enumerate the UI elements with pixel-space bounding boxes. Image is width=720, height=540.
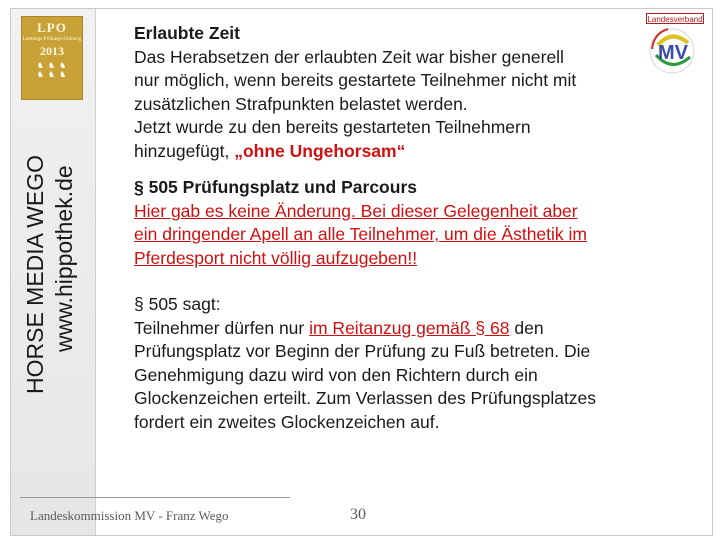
section3-line: Prüfungsplatz vor Beginn der Prüfung zu Fuß betreten. Die (134, 341, 591, 361)
brand-name: HORSE MEDIA WEGO (22, 155, 48, 394)
footer-text: Landeskommission MV - Franz Wego (30, 508, 229, 523)
section2-line: ein dringender Apell an alle Teilnehmer, um die Ästhetik im (134, 224, 587, 244)
section2-title: § 505 Prüfungsplatz und Parcours (134, 177, 417, 197)
section1-line: zusätzlichen Strafpunkten belastet werden. (134, 93, 468, 114)
section1-line (134, 140, 704, 164)
section3-line (134, 317, 704, 341)
brand-vertical (22, 104, 82, 394)
section3-highlight: im Reitanzug gemäß § 68 (309, 317, 510, 338)
section3-text: den (509, 317, 544, 338)
section1-title: Erlaubte Zeit (134, 23, 240, 43)
section2-line: Hier gab es keine Änderung. Bei dieser Gelegenheit aber (134, 200, 578, 221)
section1-line: nur möglich, wenn bereits gestartete Teilnehmer nicht mit (134, 70, 577, 90)
book-year: 2013 (40, 44, 64, 58)
footer-divider (20, 497, 290, 498)
slide-content (134, 22, 704, 434)
logo-label: Landesverband (647, 15, 703, 24)
section3 (134, 293, 704, 434)
brand-url: www.hippothek.de (51, 165, 77, 352)
section3-line: fordert ein zweites Glockenzeichen auf. (134, 411, 440, 432)
section1-highlight: „ohne Ungehorsam“ (234, 140, 406, 161)
lpo-book-cover (21, 16, 83, 100)
section1-line: Das Herabsetzen der erlaubten Zeit war bisher generell (134, 46, 564, 67)
book-title: LPO (37, 20, 67, 35)
section3-line: Genehmigung dazu wird von den Richtern durch ein (134, 364, 538, 385)
section3-text: Teilnehmer dürfen nur (134, 317, 310, 338)
horse-pictograms-icon: ♞ ♞ ♞ ♞ ♞ ♞ (36, 61, 68, 79)
book-subtitle: Leistungs-Prüfungs-Ordnung (22, 37, 82, 42)
section1-line: Jetzt wurde zu den bereits gestarteten Teilnehmern (134, 117, 531, 137)
section1-text: hinzugefügt, (134, 140, 235, 161)
section3-title: § 505 sagt: (134, 294, 221, 314)
logo-initials: MV (658, 42, 688, 64)
page-number: 30 (350, 506, 366, 523)
section2-line: Pferdesport nicht völlig aufzugeben!! (134, 247, 418, 268)
section2 (134, 176, 704, 270)
section3-line: Glockenzeichen erteilt. Zum Verlassen des Prüfungsplatzes (134, 388, 597, 408)
